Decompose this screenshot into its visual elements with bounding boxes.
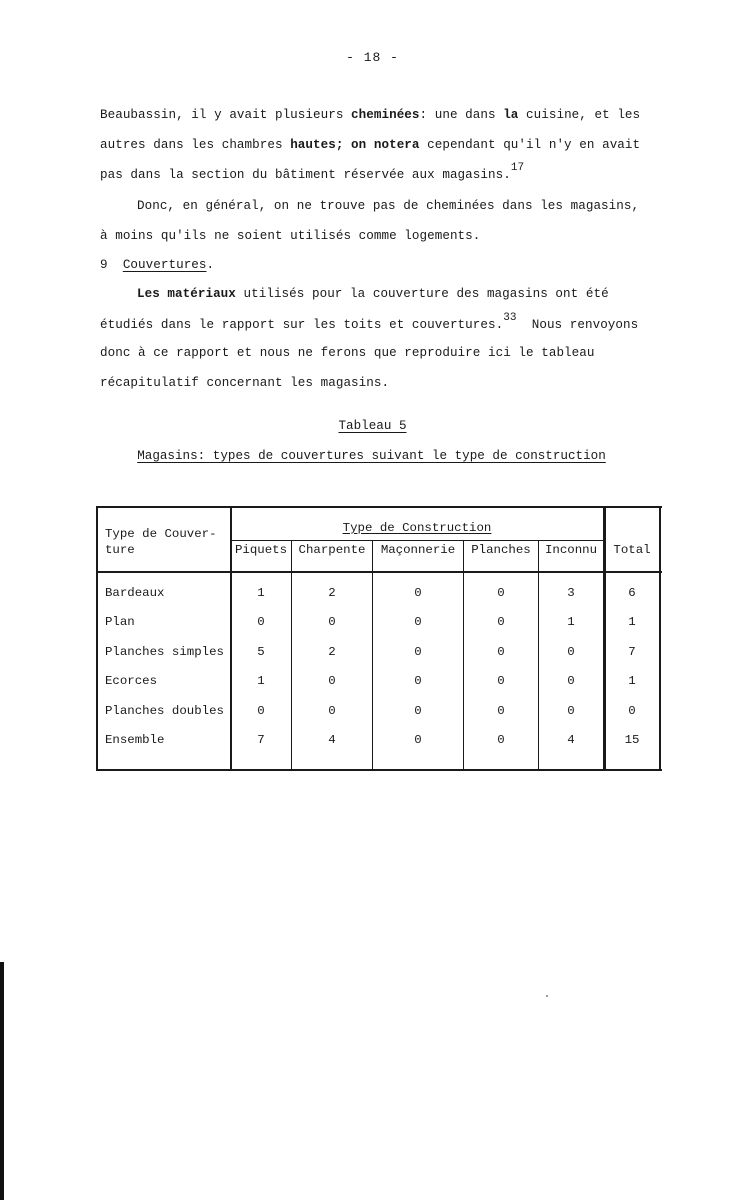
total-cell: 1 — [628, 674, 636, 688]
table-cell: 4 — [328, 733, 336, 747]
text-run: pas dans la section du bâtiment réservée aux magasins. — [100, 168, 511, 182]
table-cell: 1 — [257, 674, 265, 688]
scan-speck — [546, 995, 548, 997]
table-title-text: Magasins: types de couvertures suivant le type de construction — [137, 449, 606, 463]
table-cell: 7 — [257, 733, 265, 747]
total-cell: 1 — [628, 615, 636, 629]
section-title: Couvertures — [122, 258, 207, 272]
bold-run: la — [503, 108, 519, 122]
paragraph-2-line-2: à moins qu'ils ne soient utilisés comme logements. — [100, 229, 481, 243]
row-label: Ecorces — [105, 674, 158, 688]
table-title — [0, 449, 744, 463]
column-header-inconnu: Inconnu — [544, 543, 598, 557]
table-cell: 0 — [257, 615, 265, 629]
row-label: Planches doubles — [105, 704, 224, 718]
paragraph-3-line-3: donc à ce rapport et nous ne ferons que reproduire ici le tableau — [100, 346, 595, 360]
table-cell: 0 — [257, 704, 265, 718]
text-run: Nous renvoyons — [516, 318, 639, 332]
table-cell: 0 — [497, 704, 505, 718]
table-label-text: Tableau 5 — [338, 419, 407, 433]
text-run: Beaubassin, il y avait plusieurs — [100, 108, 352, 122]
total-cell: 7 — [628, 645, 636, 659]
table-border-left — [96, 506, 98, 771]
table-cell: 0 — [414, 704, 422, 718]
table-cell: 0 — [497, 674, 505, 688]
row-label: Plan — [105, 615, 135, 629]
table-cell: 3 — [567, 586, 575, 600]
bold-run: cheminées — [351, 108, 420, 122]
text-run: : une dans — [419, 108, 504, 122]
row-label: Planches simples — [105, 645, 224, 659]
table-cell: 0 — [328, 704, 336, 718]
section-period: . — [206, 258, 215, 272]
table-label — [0, 419, 745, 433]
text-run: autres dans les chambres — [100, 138, 291, 152]
text-run: cependant qu'il n'y en avait — [419, 138, 641, 152]
data-table — [96, 506, 662, 770]
section-number: 9 — [100, 258, 108, 272]
group-header — [230, 521, 604, 535]
row-label: Bardeaux — [105, 586, 165, 600]
table-cell: 5 — [257, 645, 265, 659]
paragraph-1-line-1 — [100, 108, 640, 122]
row-label: Ensemble — [105, 733, 165, 747]
table-cell: 0 — [497, 733, 505, 747]
row-header-line-2: ture — [105, 543, 135, 557]
text-run: utilisés pour la couverture des magasins ont été — [235, 287, 609, 301]
bold-run: Les matériaux — [137, 287, 236, 301]
group-header-text: Type de Construction — [342, 521, 492, 535]
table-cell: 0 — [497, 586, 505, 600]
footnote-marker: 33 — [503, 312, 517, 324]
table-cell: 2 — [328, 586, 336, 600]
paragraph-1-line-2 — [100, 138, 640, 152]
table-header-divider — [96, 571, 662, 573]
table-cell: 0 — [497, 615, 505, 629]
footnote-marker: 17 — [510, 162, 525, 174]
table-cell: 0 — [414, 674, 422, 688]
table-border-bottom — [96, 769, 662, 771]
table-cell: 0 — [414, 733, 422, 747]
table-cell: 0 — [328, 615, 336, 629]
paragraph-3-line-1 — [137, 287, 609, 301]
bold-run: hautes; on notera — [290, 138, 420, 152]
column-header-planches: Planches — [471, 543, 531, 557]
table-cell: 0 — [414, 615, 422, 629]
table-cell: 1 — [257, 586, 265, 600]
paragraph-3-line-2 — [100, 312, 639, 332]
scan-edge-bar — [0, 962, 4, 1200]
table-cell: 0 — [414, 645, 422, 659]
table-cell: 0 — [497, 645, 505, 659]
paragraph-1-line-3 — [100, 162, 525, 182]
table-cell: 0 — [567, 704, 575, 718]
section-heading — [100, 258, 214, 272]
table-cell: 0 — [567, 645, 575, 659]
column-header-total: Total — [613, 543, 651, 557]
total-cell: 6 — [628, 586, 636, 600]
column-header-piquets: Piquets — [234, 543, 288, 557]
table-cell: 2 — [328, 645, 336, 659]
text-run: étudiés dans le rapport sur les toits et couvertures. — [100, 318, 504, 332]
table-border-right — [659, 506, 661, 771]
row-header-line-1: Type de Couver- — [105, 527, 217, 541]
table-group-divider — [230, 540, 604, 541]
table-cell: 0 — [328, 674, 336, 688]
column-header-charpente: Charpente — [298, 543, 366, 557]
column-header-maconnerie: Maçonnerie — [380, 543, 456, 557]
total-cell: 15 — [624, 733, 640, 747]
paragraph-3-line-4: récapitulatif concernant les magasins. — [100, 376, 390, 390]
page-number: - 18 - — [346, 50, 399, 65]
paragraph-2-line-1: Donc, en général, on ne trouve pas de cheminées dans les magasins, — [137, 199, 640, 213]
table-cell: 0 — [414, 586, 422, 600]
table-cell: 0 — [567, 674, 575, 688]
table-border-top — [96, 506, 662, 508]
total-cell: 0 — [628, 704, 636, 718]
table-cell: 1 — [567, 615, 575, 629]
table-cell: 4 — [567, 733, 575, 747]
text-run: cuisine, et les — [518, 108, 641, 122]
